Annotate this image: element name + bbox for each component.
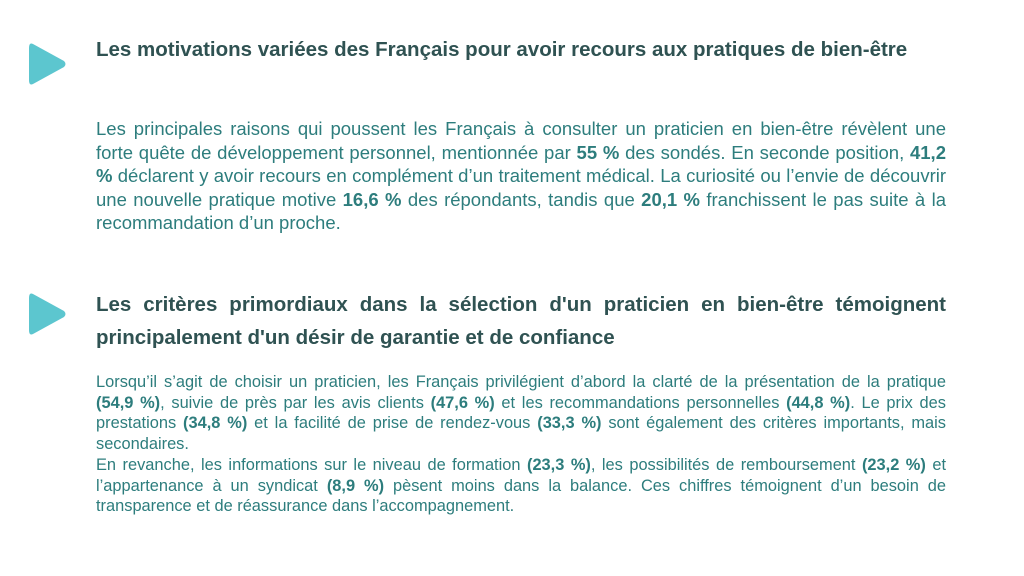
section-title: Les critères primordiaux dans la sélection d'un praticien en bien-être témoignent principalement d'un désir de garantie et de confiance [96,293,946,349]
highlighted-figure: 20,1 % [641,188,700,210]
section-paragraph [96,117,946,235]
highlighted-figure: (44,8 %) [786,393,851,412]
paragraph-text: des sondés. En seconde position, [619,141,910,163]
paragraph-text: des répondants, tandis que [401,188,642,210]
highlighted-figure: 41,2 % [96,141,946,187]
section-title: Les motivations variées des Français pour avoir recours aux pratiques de bien-être [96,38,908,61]
paragraph-text: , les possibilités de remboursement [590,455,862,474]
play-triangle-shape [29,44,66,85]
highlighted-figure: (47,6 %) [430,393,495,412]
paragraph-text: . Le prix des prestations [96,393,946,433]
paragraph-text: , suivie de près par les avis clients [160,393,431,412]
paragraph-text: sont également des critères importants, mais secondaires. [96,414,946,454]
highlighted-figure: (8,9 %) [326,476,385,495]
section-paragraph [96,372,946,517]
paragraph-text: Lorsqu’il s’agit de choisir un praticien, les Français privilégient d’abord la clarté de la présentation de la pratique [96,373,946,391]
highlighted-figure: (23,2 %) [861,455,926,474]
highlighted-figure: (23,3 %) [526,455,591,474]
paragraph-text: déclarent y avoir recours en complément d’un traitement médical. La curiosité ou l’envie de découvrir une nouvelle pratique motive [96,165,946,210]
highlighted-figure: (54,9 %) [96,393,161,412]
paragraph-text: Les principales raisons qui poussent les Français à consulter un praticien en bien-être révèlent une forte quête de développement personnel, mentionnée par [96,118,946,163]
paragraph-text: et l’appartenance à un syndicat [96,455,946,495]
highlighted-figure: 16,6 % [342,188,402,210]
highlighted-figure: 55 % [576,141,620,163]
play-triangle-shape [29,294,66,335]
paragraph-text: franchissent le pas suite à la recommandation d’un proche. [96,188,946,234]
paragraph-text: pèsent moins dans la balance. Ces chiffres témoignent d’un besoin de transparence et de réassurance dans l’accompagnement. [96,476,946,516]
paragraph-text: En revanche, les informations sur le niveau de formation [96,455,527,474]
highlighted-figure: (34,8 %) [183,414,248,433]
highlighted-figure: (33,3 %) [537,414,602,433]
paragraph-text: et les recommandations personnelles [494,393,787,412]
play-triangle-icon [29,291,67,337]
play-triangle-icon [29,41,67,87]
paragraph-text: et la facilité de prise de rendez-vous [247,414,538,433]
